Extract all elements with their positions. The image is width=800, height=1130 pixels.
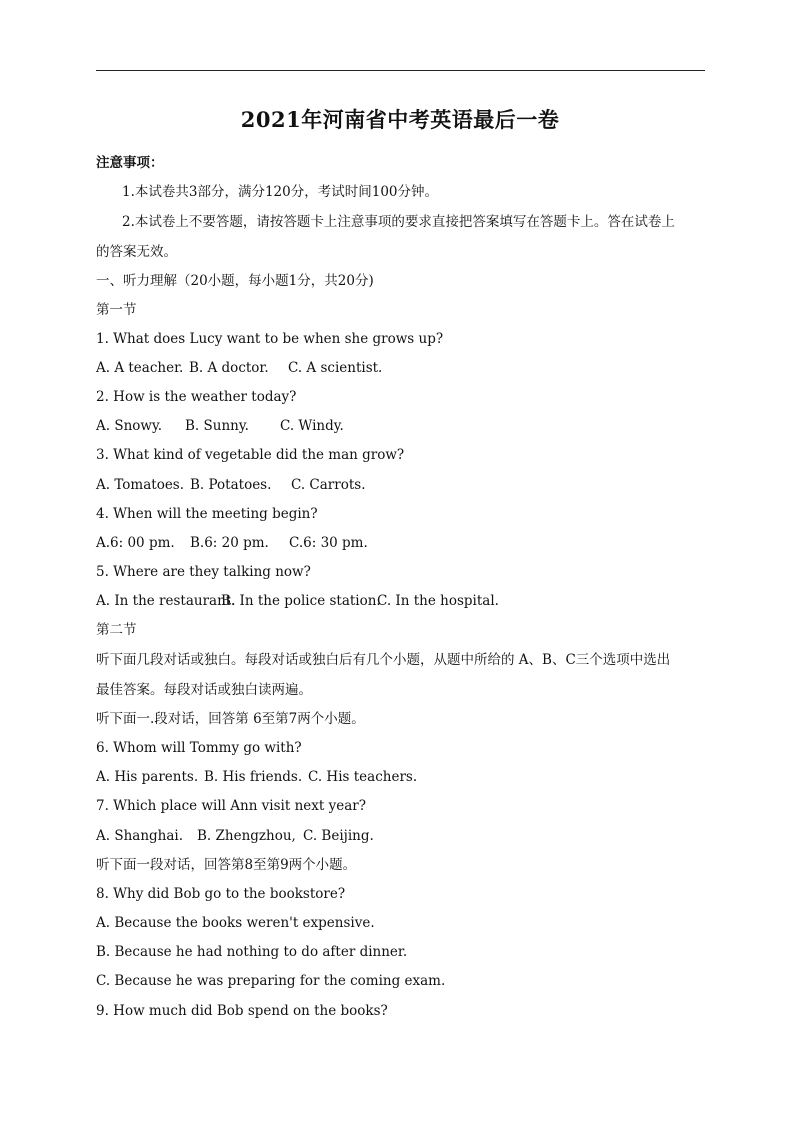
section2-instructions-1: 听下面几段对话或独白。每段对话或独白后有几个小题，从题中所给的 A、B、C三个选项中选出 bbox=[96, 652, 671, 668]
page-title: 2021年河南省中考英语最后一卷 bbox=[240, 107, 560, 132]
question-1-options bbox=[96, 359, 382, 377]
question-8: 8. Why did Bob go to the bookstore? bbox=[96, 886, 346, 902]
option-c: C. Beijing. bbox=[303, 828, 374, 844]
option-b: B. Zhengzhou, bbox=[197, 828, 296, 844]
option-c: C. Windy. bbox=[280, 418, 344, 434]
section2-heading: 第二节 bbox=[96, 622, 137, 638]
question-6: 6. Whom will Tommy go with? bbox=[96, 740, 302, 756]
question-6-options bbox=[96, 768, 417, 786]
option-b: B. Potatoes. bbox=[190, 477, 272, 493]
option-c: C.6: 30 pm. bbox=[289, 535, 368, 551]
option-c: C. His teachers. bbox=[308, 769, 418, 785]
note-2: 2.本试卷上不要答题，请按答题卡上注意事项的要求直接把答案填写在答题卡上。答在试卷上 bbox=[122, 214, 675, 230]
question-9: 9. How much did Bob spend on the books? bbox=[96, 1003, 388, 1019]
option-b: B. His friends. bbox=[204, 769, 303, 785]
question-8-option-a: A. Because the books weren't expensive. bbox=[96, 915, 375, 931]
dialog2-intro: 听下面一段对话，回答第8至第9两个小题。 bbox=[96, 857, 357, 873]
question-2: 2. How is the weather today? bbox=[96, 389, 297, 405]
question-5: 5. Where are they talking now? bbox=[96, 564, 311, 580]
note-2-continued: 的答案无效。 bbox=[96, 244, 177, 260]
option-c: C. Carrots. bbox=[291, 477, 366, 493]
section2-instructions-2: 最佳答案。每段对话或独白读两遍。 bbox=[96, 682, 312, 698]
question-3-options bbox=[96, 476, 366, 494]
option-b: B. Sunny. bbox=[185, 418, 249, 434]
header-rule bbox=[96, 70, 705, 71]
question-8-option-c: C. Because he was preparing for the coming exam. bbox=[96, 973, 446, 989]
note-1: 1.本试卷共3部分，满分120分，考试时间100分钟。 bbox=[122, 184, 439, 200]
option-b: B.6: 20 pm. bbox=[190, 535, 269, 551]
question-7-options bbox=[96, 827, 374, 845]
option-a: A. Shanghai. bbox=[96, 828, 184, 844]
section1-heading: 第一节 bbox=[96, 302, 137, 318]
option-a: A. Snowy. bbox=[96, 418, 163, 434]
question-1: 1. What does Lucy want to be when she grows up? bbox=[96, 331, 444, 347]
question-4: 4. When will the meeting begin? bbox=[96, 506, 318, 522]
notes-heading: 注意事项： bbox=[96, 155, 164, 171]
question-7: 7. Which place will Ann visit next year? bbox=[96, 798, 366, 814]
question-8-option-b: B. Because he had nothing to do after dinner. bbox=[96, 944, 408, 960]
option-a: A.6: 00 pm. bbox=[96, 535, 175, 551]
option-b: B. A doctor. bbox=[189, 360, 269, 376]
option-a: A. Tomatoes. bbox=[96, 477, 185, 493]
question-4-options bbox=[96, 534, 368, 552]
option-c: C. A scientist. bbox=[288, 360, 383, 376]
question-5-options bbox=[96, 592, 499, 610]
option-b: B. In the police station. bbox=[221, 593, 381, 609]
option-c: C. In the hospital. bbox=[377, 593, 499, 609]
option-a: A. In the restaurant. bbox=[96, 593, 236, 609]
question-3: 3. What kind of vegetable did the man grow? bbox=[96, 447, 405, 463]
part1-heading: 一、听力理解（20小题，每小题1分，共20分) bbox=[96, 273, 374, 289]
dialog1-intro: 听下面一.段对话，回答第 6至第7两个小题。 bbox=[96, 711, 365, 727]
option-a: A. His parents. bbox=[96, 769, 199, 785]
option-a: A. A teacher. bbox=[96, 360, 184, 376]
question-2-options bbox=[96, 417, 344, 435]
